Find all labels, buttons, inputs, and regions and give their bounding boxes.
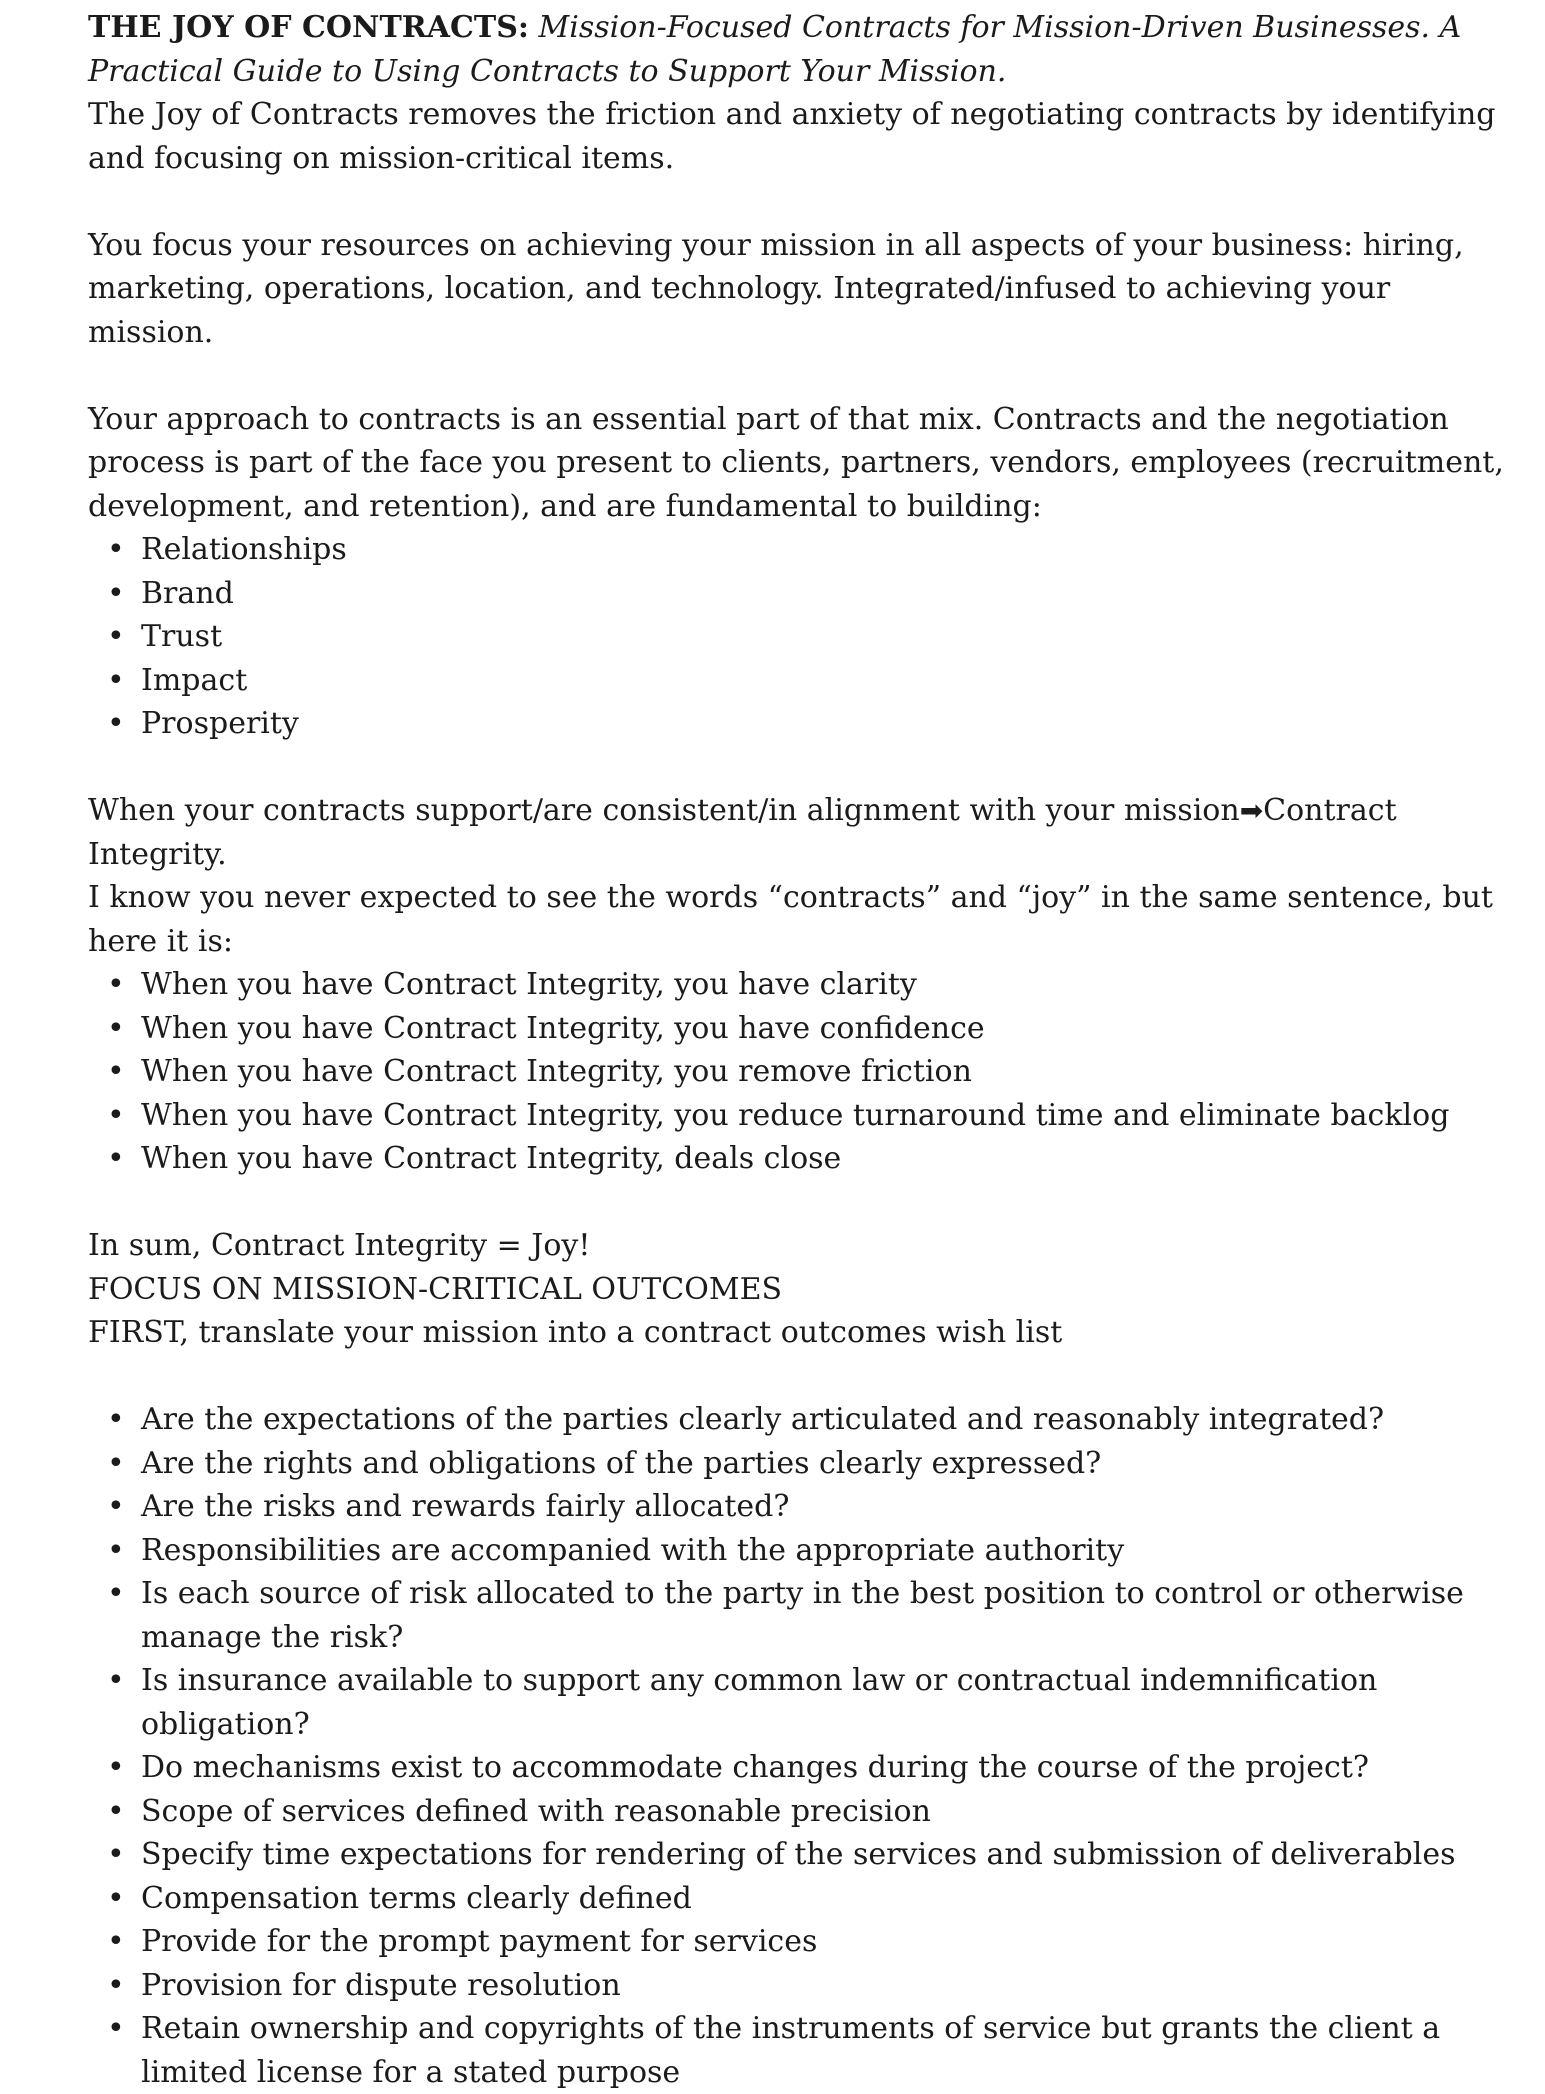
title-bold: THE JOY OF CONTRACTS:	[88, 10, 529, 45]
list-item: • Scope of services defined with reasonable precision	[141, 1790, 1508, 1834]
sum-line: In sum, Contract Integrity = Joy!	[88, 1228, 591, 1263]
list-item: • Is insurance available to support any common law or contractual indemnification obligation?	[141, 1659, 1508, 1746]
list-item: • Specify time expectations for rendering of the services and submission of deliverables	[141, 1833, 1508, 1877]
list-item: • Are the risks and rewards fairly allocated?	[141, 1485, 1508, 1529]
integrity-list	[88, 963, 1508, 1181]
list-item: • When you have Contract Integrity, you remove friction	[141, 1050, 1508, 1094]
document-title	[88, 6, 1508, 93]
list-item: • Prosperity	[141, 702, 1508, 746]
list-item: • Brand	[141, 572, 1508, 616]
list-item: • Relationships	[141, 528, 1508, 572]
spacer	[88, 1355, 1508, 1399]
list-item: • Trust	[141, 615, 1508, 659]
focus-paragraph: You focus your resources on achieving your mission in all aspects of your business: hiring, marketing, operations, location, and technology. Integrated/infused to achieving your mission.	[88, 227, 1464, 350]
list-item: • Provision for dispute resolution	[141, 1964, 1508, 2008]
integrity-before: When your contracts support/are consistent/in alignment with your mission	[88, 793, 1240, 828]
title-subtitle: Mission-Focused Contracts for Mission-Driven Businesses. A Practical Guide to Using Contracts to Support Your Mission.	[88, 10, 1462, 89]
list-item: • When you have Contract Integrity, you have confidence	[141, 1007, 1508, 1051]
list-item: • Provide for the prompt payment for services	[141, 1920, 1508, 1964]
list-item: • When you have Contract Integrity, deals close	[141, 1137, 1508, 1181]
list-item: • Impact	[141, 659, 1508, 703]
joy-sentence: I know you never expected to see the words “contracts” and “joy” in the same sentence, but here it is:	[88, 880, 1493, 959]
list-item: • Responsibilities are accompanied with the appropriate authority	[141, 1529, 1508, 1573]
approach-paragraph: Your approach to contracts is an essential part of that mix. Contracts and the negotiation process is part of the face you present to clients, partners, vendors, employees (recruitment, development, and retention), and are fundamental to building:	[88, 401, 1504, 524]
list-item: • Retain ownership and copyrights of the instruments of service but grants the client a limited license for a stated purpose	[141, 2007, 1508, 2094]
list-item: • When you have Contract Integrity, you reduce turnaround time and eliminate backlog	[141, 1094, 1508, 1138]
list-item: • Compensation terms clearly defined	[141, 1877, 1508, 1921]
list-item: • Are the rights and obligations of the parties clearly expressed?	[141, 1442, 1508, 1486]
list-item: • Is each source of risk allocated to the party in the best position to control or otherwise manage the risk?	[141, 1572, 1508, 1659]
right-arrow-icon: ➡	[1239, 794, 1264, 827]
first-line: FIRST, translate your mission into a contract outcomes wish list	[88, 1315, 1063, 1350]
spacer	[88, 354, 1508, 398]
intro-paragraph: The Joy of Contracts removes the friction and anxiety of negotiating contracts by identifying and focusing on mission-critical items.	[88, 97, 1496, 176]
spacer	[88, 1181, 1508, 1225]
integrity-line	[88, 789, 1508, 876]
section-heading: FOCUS ON MISSION-CRITICAL OUTCOMES	[88, 1271, 783, 1307]
list-item: • Do mechanisms exist to accommodate changes during the course of the project?	[141, 1746, 1508, 1790]
spacer	[88, 180, 1508, 224]
spacer	[88, 746, 1508, 790]
list-item: • When you have Contract Integrity, you have clarity	[141, 963, 1508, 1007]
list-item: • Are the expectations of the parties clearly articulated and reasonably integrated?	[141, 1398, 1508, 1442]
building-list	[88, 528, 1508, 746]
integrity-after: Contract Integrity.	[88, 793, 1397, 872]
wish-list	[88, 1398, 1508, 2094]
document-page	[88, 6, 1508, 2094]
